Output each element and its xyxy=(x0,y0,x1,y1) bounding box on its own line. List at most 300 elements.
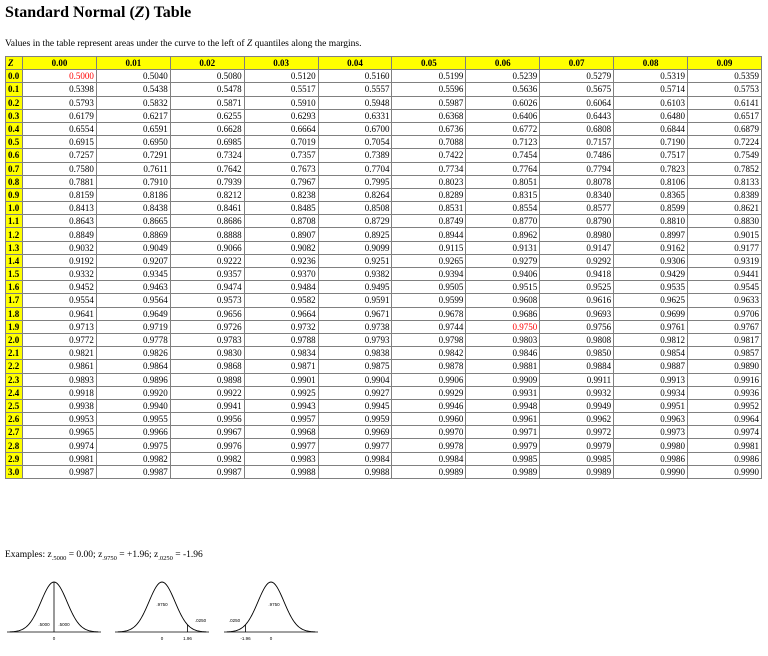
table-cell: 0.9989 xyxy=(466,465,540,478)
table-cell: 0.9772 xyxy=(23,333,97,346)
table-cell: 0.9099 xyxy=(318,241,392,254)
table-cell: 0.9955 xyxy=(96,413,170,426)
table-cell: 0.9713 xyxy=(23,320,97,333)
table-cell: 0.9983 xyxy=(244,452,318,465)
table-cell: 0.9554 xyxy=(23,294,97,307)
table-cell: 0.9931 xyxy=(466,386,540,399)
table-cell: 0.9901 xyxy=(244,373,318,386)
table-cell: 0.9525 xyxy=(540,281,614,294)
table-cell: 0.9868 xyxy=(170,360,244,373)
table-cell: 0.9861 xyxy=(23,360,97,373)
table-cell: 0.9977 xyxy=(244,439,318,452)
table-row xyxy=(6,268,762,281)
left-area-label: .9750 xyxy=(156,602,168,607)
table-header-row xyxy=(6,57,762,70)
table-cell: 0.5080 xyxy=(170,70,244,83)
table-cell: 0.6026 xyxy=(466,96,540,109)
table-cell: 0.9977 xyxy=(318,439,392,452)
table-cell: 0.9987 xyxy=(170,465,244,478)
table-cell: 0.7881 xyxy=(23,175,97,188)
table-cell: 0.7324 xyxy=(170,149,244,162)
column-header: 0.05 xyxy=(392,57,466,70)
table-row xyxy=(6,373,762,386)
table-cell: 0.9049 xyxy=(96,241,170,254)
row-header: 2.2 xyxy=(6,360,23,373)
table-cell: 0.7257 xyxy=(23,149,97,162)
example-subscript: .9750 xyxy=(102,554,117,562)
table-cell: 0.9966 xyxy=(96,426,170,439)
table-cell: 0.9922 xyxy=(170,386,244,399)
example-value: = -1.96 xyxy=(172,550,203,560)
table-cell: 0.7995 xyxy=(318,175,392,188)
table-cell: 0.5478 xyxy=(170,83,244,96)
row-header: 2.4 xyxy=(6,386,23,399)
table-cell: 0.9842 xyxy=(392,347,466,360)
axis-tick-label: 0 xyxy=(269,636,273,641)
row-header: 1.5 xyxy=(6,268,23,281)
table-cell: 0.8212 xyxy=(170,188,244,201)
table-cell: 0.8749 xyxy=(392,215,466,228)
table-cell: 0.9678 xyxy=(392,307,466,320)
row-header: 2.6 xyxy=(6,413,23,426)
table-row xyxy=(6,254,762,267)
table-cell: 0.9394 xyxy=(392,268,466,281)
row-header: 2.1 xyxy=(6,347,23,360)
table-cell: 0.9893 xyxy=(23,373,97,386)
right-area-label: .0250 xyxy=(194,618,207,623)
table-cell: 0.6179 xyxy=(23,109,97,122)
table-cell: 0.8907 xyxy=(244,228,318,241)
table-cell: 0.5040 xyxy=(96,70,170,83)
table-cell: 0.9693 xyxy=(540,307,614,320)
table-cell: 0.9505 xyxy=(392,281,466,294)
table-cell: 0.9656 xyxy=(170,307,244,320)
normal-curve-3 xyxy=(222,574,320,649)
table-cell: 0.8051 xyxy=(466,175,540,188)
table-cell: 0.9306 xyxy=(614,254,688,267)
column-header: 0.06 xyxy=(466,57,540,70)
table-cell: 0.8665 xyxy=(96,215,170,228)
table-row xyxy=(6,320,762,333)
column-header: 0.03 xyxy=(244,57,318,70)
table-row xyxy=(6,426,762,439)
table-row xyxy=(6,294,762,307)
table-cell: 0.9846 xyxy=(466,347,540,360)
table-cell: 0.8340 xyxy=(540,188,614,201)
table-cell: 0.9812 xyxy=(614,333,688,346)
table-cell: 0.9162 xyxy=(614,241,688,254)
normal-curve-svg xyxy=(113,574,211,644)
table-cell: 0.8186 xyxy=(96,188,170,201)
table-cell: 0.9964 xyxy=(688,413,762,426)
row-header: 1.4 xyxy=(6,254,23,267)
table-cell: 0.9279 xyxy=(466,254,540,267)
table-cell: 0.9916 xyxy=(688,373,762,386)
table-cell: 0.9953 xyxy=(23,413,97,426)
table-cell: 0.8023 xyxy=(392,175,466,188)
table-cell: 0.9949 xyxy=(540,399,614,412)
example-z: z xyxy=(154,550,159,560)
table-cell: 0.5832 xyxy=(96,96,170,109)
table-cell: 0.9887 xyxy=(614,360,688,373)
table-cell: 0.9515 xyxy=(466,281,540,294)
table-cell: 0.9984 xyxy=(392,452,466,465)
table-cell: 0.9066 xyxy=(170,241,244,254)
row-header: 0.7 xyxy=(6,162,23,175)
table-cell: 0.9357 xyxy=(170,268,244,281)
right-area-label: .9750 xyxy=(268,602,280,607)
table-cell: 0.9988 xyxy=(244,465,318,478)
table-cell: 0.9871 xyxy=(244,360,318,373)
column-header: 0.08 xyxy=(614,57,688,70)
table-cell: 0.9957 xyxy=(244,413,318,426)
table-cell: 0.9817 xyxy=(688,333,762,346)
table-cell: 0.7422 xyxy=(392,149,466,162)
table-cell: 0.7549 xyxy=(688,149,762,162)
title-z: Z xyxy=(134,4,145,21)
title-text: Standard Normal ( xyxy=(5,4,135,21)
table-cell: 0.5753 xyxy=(688,83,762,96)
example-subscript: .0250 xyxy=(158,554,173,562)
axis-tick-label: -1.96 xyxy=(240,636,251,641)
table-cell: 0.7939 xyxy=(170,175,244,188)
table-row xyxy=(6,215,762,228)
table-cell: 0.6217 xyxy=(96,109,170,122)
table-cell: 0.6331 xyxy=(318,109,392,122)
table-body xyxy=(6,70,762,479)
table-cell: 0.8599 xyxy=(614,202,688,215)
table-cell: 0.9920 xyxy=(96,386,170,399)
table-cell: 0.8133 xyxy=(688,175,762,188)
table-cell: 0.9904 xyxy=(318,373,392,386)
table-cell: 0.7224 xyxy=(688,136,762,149)
table-cell: 0.5636 xyxy=(466,83,540,96)
table-cell: 0.5160 xyxy=(318,70,392,83)
examples-text xyxy=(5,550,203,562)
table-cell: 0.9979 xyxy=(466,439,540,452)
z-table xyxy=(5,56,762,479)
table-cell: 0.9972 xyxy=(540,426,614,439)
table-cell: 0.7673 xyxy=(244,162,318,175)
table-cell: 0.9974 xyxy=(23,439,97,452)
table-cell: 0.5793 xyxy=(23,96,97,109)
right-area-label: .5000 xyxy=(58,622,70,627)
row-header: 1.0 xyxy=(6,202,23,215)
table-cell: 0.9686 xyxy=(466,307,540,320)
page-title xyxy=(5,4,191,22)
normal-curve-1 xyxy=(5,574,103,649)
table-cell: 0.7019 xyxy=(244,136,318,149)
table-cell: 0.7967 xyxy=(244,175,318,188)
table-cell: 0.6736 xyxy=(392,122,466,135)
table-cell: 0.9981 xyxy=(23,452,97,465)
table-cell: 0.5279 xyxy=(540,70,614,83)
table-cell: 0.9967 xyxy=(170,426,244,439)
table-row xyxy=(6,149,762,162)
table-row xyxy=(6,188,762,201)
table-cell: 0.9798 xyxy=(392,333,466,346)
table-row xyxy=(6,83,762,96)
table-cell: 0.8485 xyxy=(244,202,318,215)
table-cell: 0.9793 xyxy=(318,333,392,346)
table-cell: 0.5675 xyxy=(540,83,614,96)
table-cell: 0.9015 xyxy=(688,228,762,241)
table-cell: 0.6103 xyxy=(614,96,688,109)
table-cell: 0.9980 xyxy=(614,439,688,452)
table-cell: 0.7190 xyxy=(614,136,688,149)
table-cell: 0.9147 xyxy=(540,241,614,254)
row-header: 2.0 xyxy=(6,333,23,346)
table-cell: 0.9960 xyxy=(392,413,466,426)
table-cell: 0.7054 xyxy=(318,136,392,149)
table-cell: 0.8944 xyxy=(392,228,466,241)
table-cell: 0.9989 xyxy=(540,465,614,478)
table-cell: 0.9881 xyxy=(466,360,540,373)
table-cell: 0.8461 xyxy=(170,202,244,215)
table-cell: 0.9370 xyxy=(244,268,318,281)
table-cell: 0.9984 xyxy=(318,452,392,465)
table-cell: 0.9968 xyxy=(244,426,318,439)
table-cell: 0.9918 xyxy=(23,386,97,399)
table-cell: 0.5557 xyxy=(318,83,392,96)
table-cell: 0.9938 xyxy=(23,399,97,412)
row-header: 0.4 xyxy=(6,122,23,135)
table-cell: 0.8888 xyxy=(170,228,244,241)
table-cell: 0.9664 xyxy=(244,307,318,320)
table-cell: 0.9671 xyxy=(318,307,392,320)
table-cell: 0.6554 xyxy=(23,122,97,135)
table-cell: 0.9890 xyxy=(688,360,762,373)
table-cell: 0.8708 xyxy=(244,215,318,228)
table-cell: 0.9207 xyxy=(96,254,170,267)
column-header: 0.07 xyxy=(540,57,614,70)
table-cell: 0.9545 xyxy=(688,281,762,294)
table-cell: 0.9989 xyxy=(392,465,466,478)
table-row xyxy=(6,202,762,215)
table-cell: 0.9985 xyxy=(540,452,614,465)
normal-curve-svg xyxy=(222,574,320,644)
table-cell: 0.9649 xyxy=(96,307,170,320)
table-cell: 0.8106 xyxy=(614,175,688,188)
table-cell: 0.9941 xyxy=(170,399,244,412)
table-cell: 0.8078 xyxy=(540,175,614,188)
table-cell: 0.9345 xyxy=(96,268,170,281)
table-cell: 0.6406 xyxy=(466,109,540,122)
table-cell: 0.6844 xyxy=(614,122,688,135)
table-cell: 0.7611 xyxy=(96,162,170,175)
table-cell: 0.9943 xyxy=(244,399,318,412)
table-cell: 0.7088 xyxy=(392,136,466,149)
table-cell: 0.9474 xyxy=(170,281,244,294)
table-row xyxy=(6,162,762,175)
table-cell: 0.6443 xyxy=(540,109,614,122)
table-cell: 0.9591 xyxy=(318,294,392,307)
table-cell: 0.6293 xyxy=(244,109,318,122)
table-row xyxy=(6,465,762,478)
table-cell: 0.8389 xyxy=(688,188,762,201)
table-row xyxy=(6,109,762,122)
table-cell: 0.9979 xyxy=(540,439,614,452)
table-cell: 0.9986 xyxy=(614,452,688,465)
example-subscript: .5000 xyxy=(51,554,67,562)
table-cell: 0.5714 xyxy=(614,83,688,96)
table-row xyxy=(6,281,762,294)
table-cell: 0.9932 xyxy=(540,386,614,399)
axis-tick-label: 0 xyxy=(52,636,56,641)
table-cell: 0.7823 xyxy=(614,162,688,175)
table-cell: 0.8810 xyxy=(614,215,688,228)
table-cell: 0.6141 xyxy=(688,96,762,109)
table-row xyxy=(6,70,762,83)
table-cell: 0.8365 xyxy=(614,188,688,201)
table-cell: 0.9929 xyxy=(392,386,466,399)
table-cell: 0.8980 xyxy=(540,228,614,241)
table-cell: 0.9452 xyxy=(23,281,97,294)
table-cell: 0.9131 xyxy=(466,241,540,254)
table-cell: 0.5319 xyxy=(614,70,688,83)
table-cell: 0.9192 xyxy=(23,254,97,267)
table-row xyxy=(6,122,762,135)
table-cell: 0.9418 xyxy=(540,268,614,281)
table-cell: 0.9292 xyxy=(540,254,614,267)
table-cell: 0.9959 xyxy=(318,413,392,426)
table-row xyxy=(6,439,762,452)
table-cell: 0.9319 xyxy=(688,254,762,267)
column-header: 0.04 xyxy=(318,57,392,70)
table-cell: 0.9988 xyxy=(318,465,392,478)
table-cell: 0.6480 xyxy=(614,109,688,122)
row-header: 2.9 xyxy=(6,452,23,465)
table-cell: 0.5910 xyxy=(244,96,318,109)
table-cell: 0.7910 xyxy=(96,175,170,188)
row-header: 1.2 xyxy=(6,228,23,241)
table-row xyxy=(6,360,762,373)
table-cell: 0.9767 xyxy=(688,320,762,333)
table-cell: 0.9429 xyxy=(614,268,688,281)
table-cell: 0.8531 xyxy=(392,202,466,215)
table-cell: 0.9599 xyxy=(392,294,466,307)
row-header: 0.6 xyxy=(6,149,23,162)
table-cell: 0.9441 xyxy=(688,268,762,281)
table-cell: 0.9177 xyxy=(688,241,762,254)
column-header: 0.09 xyxy=(688,57,762,70)
table-cell: 0.9940 xyxy=(96,399,170,412)
table-cell: 0.8770 xyxy=(466,215,540,228)
table-cell: 0.8830 xyxy=(688,215,762,228)
table-cell: 0.9535 xyxy=(614,281,688,294)
table-cell: 0.8729 xyxy=(318,215,392,228)
table-cell: 0.8315 xyxy=(466,188,540,201)
table-cell: 0.9878 xyxy=(392,360,466,373)
table-cell: 0.6985 xyxy=(170,136,244,149)
table-cell: 0.9971 xyxy=(466,426,540,439)
table-cell: 0.9082 xyxy=(244,241,318,254)
table-cell: 0.9616 xyxy=(540,294,614,307)
table-cell: 0.5987 xyxy=(392,96,466,109)
table-cell: 0.9251 xyxy=(318,254,392,267)
table-cell: 0.6700 xyxy=(318,122,392,135)
table-cell: 0.8508 xyxy=(318,202,392,215)
table-cell: 0.9909 xyxy=(466,373,540,386)
row-header: 1.1 xyxy=(6,215,23,228)
intro-after: quantiles along the margins. xyxy=(252,39,362,49)
table-cell: 0.9925 xyxy=(244,386,318,399)
table-cell: 0.9573 xyxy=(170,294,244,307)
column-header: 0.01 xyxy=(96,57,170,70)
table-cell: 0.5871 xyxy=(170,96,244,109)
table-row xyxy=(6,386,762,399)
table-cell: 0.6879 xyxy=(688,122,762,135)
table-cell: 0.9115 xyxy=(392,241,466,254)
table-cell: 0.9821 xyxy=(23,347,97,360)
table-cell: 0.6915 xyxy=(23,136,97,149)
table-cell: 0.9973 xyxy=(614,426,688,439)
table-cell: 0.9826 xyxy=(96,347,170,360)
table-cell: 0.9936 xyxy=(688,386,762,399)
table-cell: 0.9783 xyxy=(170,333,244,346)
table-cell: 0.7291 xyxy=(96,149,170,162)
table-cell: 0.9236 xyxy=(244,254,318,267)
row-header: 1.6 xyxy=(6,281,23,294)
row-header: 1.7 xyxy=(6,294,23,307)
table-cell: 0.9985 xyxy=(466,452,540,465)
table-cell: 0.9732 xyxy=(244,320,318,333)
table-cell: 0.5359 xyxy=(688,70,762,83)
row-header: 2.8 xyxy=(6,439,23,452)
table-cell: 0.8849 xyxy=(23,228,97,241)
table-cell: 0.9961 xyxy=(466,413,540,426)
table-cell: 0.9975 xyxy=(96,439,170,452)
table-cell: 0.6628 xyxy=(170,122,244,135)
table-cell: 0.9986 xyxy=(688,452,762,465)
table-cell: 0.9987 xyxy=(96,465,170,478)
table-cell: 0.9625 xyxy=(614,294,688,307)
table-cell: 0.8554 xyxy=(466,202,540,215)
table-cell: 0.5199 xyxy=(392,70,466,83)
row-header: 1.8 xyxy=(6,307,23,320)
table-cell: 0.8686 xyxy=(170,215,244,228)
table-cell: 0.9808 xyxy=(540,333,614,346)
table-cell: 0.9834 xyxy=(244,347,318,360)
table-cell: 0.7517 xyxy=(614,149,688,162)
title-text-end: ) Table xyxy=(144,4,192,21)
table-cell: 0.8438 xyxy=(96,202,170,215)
table-cell: 0.9582 xyxy=(244,294,318,307)
table-cell: 0.8621 xyxy=(688,202,762,215)
table-cell: 0.9990 xyxy=(688,465,762,478)
table-row xyxy=(6,228,762,241)
table-cell: 0.9956 xyxy=(170,413,244,426)
table-row xyxy=(6,413,762,426)
table-cell: 0.9744 xyxy=(392,320,466,333)
table-cell: 0.9978 xyxy=(392,439,466,452)
table-cell: 0.9463 xyxy=(96,281,170,294)
table-cell: 0.7454 xyxy=(466,149,540,162)
table-cell: 0.9913 xyxy=(614,373,688,386)
table-cell: 0.9495 xyxy=(318,281,392,294)
table-cell: 0.9898 xyxy=(170,373,244,386)
example-value: = 0.00; xyxy=(66,550,99,560)
row-header: 0.2 xyxy=(6,96,23,109)
table-cell: 0.8869 xyxy=(96,228,170,241)
row-header: 0.5 xyxy=(6,136,23,149)
row-header: 2.5 xyxy=(6,399,23,412)
table-cell: 0.7794 xyxy=(540,162,614,175)
table-cell: 0.9911 xyxy=(540,373,614,386)
table-cell: 0.7852 xyxy=(688,162,762,175)
example-z: z xyxy=(98,550,103,560)
table-cell: 0.7389 xyxy=(318,149,392,162)
